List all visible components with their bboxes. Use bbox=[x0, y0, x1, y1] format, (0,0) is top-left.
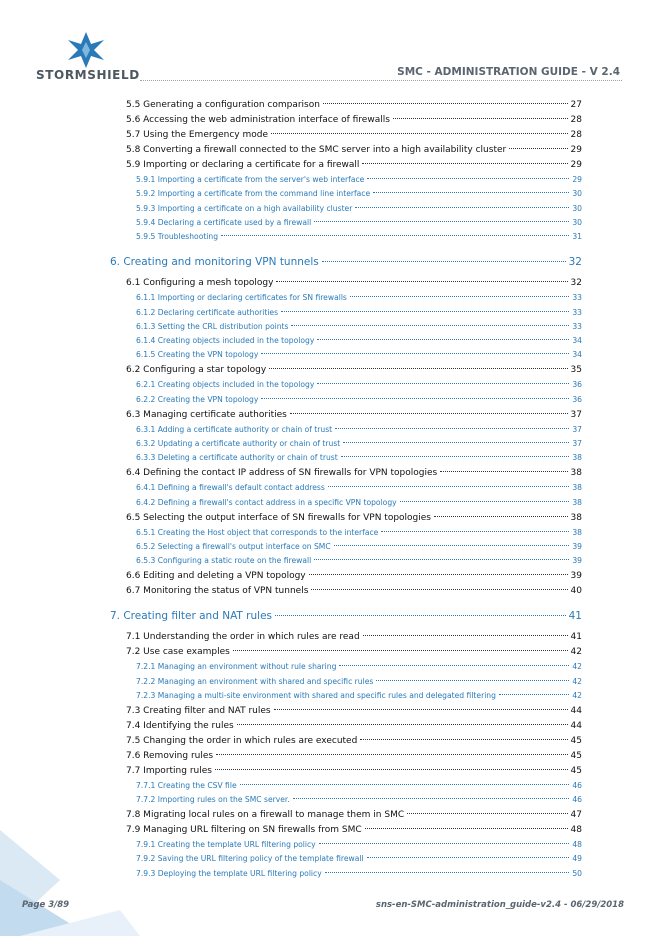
toc-entry[interactable] bbox=[110, 256, 582, 268]
toc-entry-title: 5.9.2 Importing a certificate from the command line interface bbox=[136, 189, 371, 199]
dot-leader bbox=[367, 178, 569, 179]
toc-entry-title: 7.8 Migrating local rules on a firewall to manage them in SMC bbox=[126, 810, 405, 821]
toc-entry[interactable] bbox=[136, 854, 582, 863]
toc-entry[interactable] bbox=[136, 528, 582, 537]
toc-entry-title: 6.1.1 Importing or declaring certificates for SN firewalls bbox=[136, 293, 347, 303]
dot-leader bbox=[269, 368, 567, 369]
toc-entry[interactable] bbox=[136, 781, 582, 790]
toc-entry[interactable] bbox=[126, 810, 582, 820]
dot-leader bbox=[281, 311, 569, 312]
dot-leader bbox=[499, 694, 569, 695]
dot-leader bbox=[261, 398, 569, 399]
dot-leader bbox=[381, 531, 569, 532]
toc-entry-page: 39 bbox=[572, 556, 582, 566]
toc-entry-page: 28 bbox=[570, 115, 582, 125]
toc-entry-title: 6.1.5 Creating the VPN topology bbox=[136, 350, 259, 360]
toc-entry-page: 33 bbox=[572, 321, 582, 331]
toc-entry-title: 5.5 Generating a configuration comparison bbox=[126, 100, 320, 110]
toc-entry-page: 29 bbox=[570, 145, 582, 155]
toc-entry-title: 6.5.3 Configuring a static route on the firewall bbox=[136, 556, 312, 566]
toc-entry-page: 32 bbox=[570, 278, 582, 289]
dot-leader bbox=[319, 843, 570, 844]
toc-entry-title: 6.3.2 Updating a certificate authority or chain of trust bbox=[136, 439, 341, 448]
toc-entry-page: 37 bbox=[572, 439, 582, 448]
toc-entry-page: 37 bbox=[570, 409, 582, 420]
toc-entry-page: 30 bbox=[572, 203, 582, 213]
dot-leader bbox=[311, 589, 567, 590]
toc-entry[interactable] bbox=[136, 308, 582, 317]
toc-entry-title: 5.9 Importing or declaring a certificate for a firewall bbox=[126, 160, 360, 170]
toc-entry-page: 46 bbox=[572, 780, 582, 790]
toc-entry-title: 7.5 Changing the order in which rules are executed bbox=[126, 735, 358, 746]
document-title: SMC - ADMINISTRATION GUIDE - V 2.4 bbox=[393, 66, 620, 78]
toc-entry-page: 31 bbox=[572, 232, 582, 242]
dot-leader bbox=[400, 501, 570, 502]
dot-leader bbox=[362, 163, 567, 164]
toc-entry-page: 39 bbox=[570, 571, 582, 582]
toc-entry[interactable] bbox=[136, 425, 582, 434]
toc-entry-page: 45 bbox=[570, 735, 582, 746]
dot-leader bbox=[440, 471, 567, 472]
toc-entry[interactable] bbox=[126, 586, 582, 596]
toc-entry-page: 39 bbox=[572, 541, 582, 551]
toc-entry-title: 6.2.2 Creating the VPN topology bbox=[136, 394, 259, 404]
toc-entry-title: 6.7 Monitoring the status of VPN tunnels bbox=[126, 586, 309, 597]
toc-entry-title: 5.8 Converting a firewall connected to the SMC server into a high availability cluster bbox=[126, 145, 507, 155]
toc-entry[interactable] bbox=[136, 218, 582, 227]
toc-entry-title: 7. Creating filter and NAT rules bbox=[110, 610, 273, 623]
dot-leader bbox=[328, 486, 570, 487]
dot-leader bbox=[261, 353, 569, 354]
dot-leader bbox=[221, 235, 569, 236]
toc-entry[interactable] bbox=[126, 825, 582, 835]
toc-entry[interactable] bbox=[136, 350, 582, 359]
toc-entry[interactable] bbox=[126, 145, 582, 155]
toc-entry-title: 6.3.1 Adding a certificate authority or chain of trust bbox=[136, 424, 333, 434]
toc-entry-page: 30 bbox=[572, 189, 582, 199]
toc-entry-title: 7.6 Removing rules bbox=[126, 750, 214, 761]
toc-entry[interactable] bbox=[136, 189, 582, 198]
toc-entry-page: 28 bbox=[570, 130, 582, 140]
toc-entry[interactable] bbox=[136, 380, 582, 389]
dot-leader bbox=[365, 828, 568, 829]
toc-entry-title: 6.6 Editing and deleting a VPN topology bbox=[126, 571, 306, 582]
toc-entry-page: 34 bbox=[572, 336, 582, 346]
dot-leader bbox=[373, 192, 569, 193]
toc-entry[interactable] bbox=[136, 175, 582, 184]
toc-entry[interactable] bbox=[126, 766, 582, 776]
toc-entry[interactable] bbox=[136, 869, 582, 878]
toc-entry-title: 7.9.2 Saving the URL filtering policy of the template firewall bbox=[136, 854, 364, 864]
toc-entry-title: 7.3 Creating filter and NAT rules bbox=[126, 705, 271, 716]
toc-entry-page: 49 bbox=[572, 854, 582, 864]
toc-entry-page: 40 bbox=[570, 586, 582, 597]
dot-leader bbox=[363, 635, 568, 636]
toc-entry[interactable] bbox=[126, 513, 582, 523]
dot-leader bbox=[237, 724, 568, 725]
toc-entry-title: 7.2.3 Managing a multi-site environment with shared and specific rules and delegated filtering bbox=[136, 690, 496, 700]
toc-entry-title: 5.9.5 Troubleshooting bbox=[136, 232, 219, 242]
dot-leader bbox=[350, 296, 569, 297]
toc-entry-page: 36 bbox=[572, 394, 582, 404]
dot-leader bbox=[314, 221, 569, 222]
dot-leader bbox=[509, 148, 567, 149]
dot-leader bbox=[323, 103, 568, 104]
dot-leader bbox=[355, 207, 569, 208]
toc-entry[interactable] bbox=[126, 130, 582, 140]
toc-entry[interactable] bbox=[136, 293, 582, 302]
toc-entry-page: 45 bbox=[570, 750, 582, 761]
toc-entry[interactable] bbox=[126, 278, 582, 288]
dot-leader bbox=[325, 872, 570, 873]
toc-entry[interactable] bbox=[136, 483, 582, 492]
toc-entry[interactable] bbox=[126, 365, 582, 375]
toc-entry-page: 32 bbox=[568, 256, 582, 269]
toc-entry[interactable] bbox=[136, 232, 582, 241]
toc-entry-page: 45 bbox=[570, 765, 582, 776]
dot-leader bbox=[240, 784, 570, 785]
toc-entry-page: 38 bbox=[572, 497, 582, 507]
toc-entry-title: 6.5.2 Selecting a firewall's output interface on SMC bbox=[136, 541, 331, 551]
toc-entry-title: 6.1.4 Creating objects included in the topology bbox=[136, 336, 315, 346]
toc-entry[interactable] bbox=[126, 632, 582, 642]
toc-entry-page: 44 bbox=[570, 705, 582, 716]
toc-entry[interactable] bbox=[136, 204, 582, 213]
toc-entry-page: 27 bbox=[570, 100, 582, 110]
toc-entry[interactable] bbox=[136, 498, 582, 507]
dot-leader bbox=[291, 325, 569, 326]
toc-entry-title: 5.6 Accessing the web administration interface of firewalls bbox=[126, 115, 390, 125]
toc-entry-page: 41 bbox=[570, 632, 582, 643]
toc-entry-page: 48 bbox=[572, 840, 582, 850]
toc-entry-title: 7.1 Understanding the order in which rules are read bbox=[126, 632, 360, 643]
toc-entry[interactable] bbox=[126, 115, 582, 125]
dot-leader bbox=[233, 650, 568, 651]
toc-entry[interactable] bbox=[126, 160, 582, 170]
dot-leader bbox=[341, 456, 570, 457]
toc-entry-title: 7.2.2 Managing an environment with shared and specific rules bbox=[136, 676, 374, 686]
dot-leader bbox=[360, 739, 567, 740]
toc-entry-title: 7.2 Use case examples bbox=[126, 647, 230, 658]
page-number: Page 3/89 bbox=[22, 900, 70, 910]
toc-entry-page: 42 bbox=[572, 662, 582, 672]
toc-entry[interactable] bbox=[136, 336, 582, 345]
dot-leader bbox=[293, 798, 570, 799]
toc-entry-title: 7.7.2 Importing rules on the SMC server. bbox=[136, 795, 290, 805]
dot-leader bbox=[276, 281, 567, 282]
toc-entry-page: 41 bbox=[568, 610, 582, 623]
toc-entry-title: 6.3 Managing certificate authorities bbox=[126, 409, 287, 420]
toc-entry[interactable] bbox=[126, 721, 582, 731]
toc-entry-title: 6.2 Configuring a star topology bbox=[126, 365, 267, 376]
dot-leader bbox=[317, 339, 569, 340]
toc-entry[interactable] bbox=[126, 751, 582, 761]
toc-entry[interactable] bbox=[126, 468, 582, 478]
toc-entry-title: 7.2.1 Managing an environment without rule sharing bbox=[136, 662, 337, 672]
toc-entry-title: 6.4 Defining the contact IP address of SN firewalls for VPN topologies bbox=[126, 468, 438, 479]
toc-entry-title: 6.2.1 Creating objects included in the topology bbox=[136, 380, 315, 390]
toc-entry[interactable] bbox=[136, 322, 582, 331]
dot-leader bbox=[393, 118, 568, 119]
toc-entry-page: 42 bbox=[572, 690, 582, 700]
decorative-corner-graphic bbox=[0, 790, 140, 936]
dot-leader bbox=[275, 615, 566, 616]
toc-entry[interactable] bbox=[136, 453, 582, 462]
toc-entry-title: 6.1.3 Setting the CRL distribution points bbox=[136, 321, 289, 331]
toc-entry-title: 6.1 Configuring a mesh topology bbox=[126, 278, 274, 289]
dot-leader bbox=[274, 709, 568, 710]
toc-entry-page: 29 bbox=[570, 160, 582, 170]
toc-entry[interactable] bbox=[136, 691, 582, 700]
toc-entry[interactable] bbox=[136, 542, 582, 551]
dot-leader bbox=[334, 545, 570, 546]
toc-entry-page: 48 bbox=[570, 825, 582, 836]
dot-leader bbox=[271, 133, 568, 134]
toc-entry-title: 6.5 Selecting the output interface of SN firewalls for VPN topologies bbox=[126, 512, 431, 523]
toc-entry[interactable] bbox=[126, 100, 582, 110]
toc-entry-page: 35 bbox=[570, 365, 582, 376]
stormshield-logo-icon bbox=[64, 30, 108, 70]
toc-entry-page: 37 bbox=[572, 424, 582, 434]
toc-entry-title: 5.9.1 Importing a certificate from the server's web interface bbox=[136, 175, 365, 184]
toc-entry-page: 38 bbox=[570, 512, 582, 523]
toc-entry[interactable] bbox=[126, 410, 582, 420]
document-reference: sns-en-SMC-administration_guide-v2.4 - 06/29/2018 bbox=[375, 900, 624, 910]
toc-entry-page: 38 bbox=[572, 453, 582, 463]
toc-entry-title: 5.7 Using the Emergency mode bbox=[126, 130, 269, 140]
toc-entry-page: 38 bbox=[572, 483, 582, 493]
toc-entry-page: 46 bbox=[572, 795, 582, 805]
toc-entry-page: 44 bbox=[570, 720, 582, 731]
dot-leader bbox=[339, 665, 569, 666]
toc-entry-title: 6.1.2 Declaring certificate authorities bbox=[136, 307, 279, 317]
toc-entry-page: 38 bbox=[572, 527, 582, 537]
toc-entry-title: 6.5.1 Creating the Host object that corresponds to the interface bbox=[136, 527, 379, 537]
toc-entry-page: 38 bbox=[570, 468, 582, 479]
toc-entry-page: 34 bbox=[572, 350, 582, 360]
toc-entry[interactable] bbox=[126, 736, 582, 746]
toc-entry-title: 6.3.3 Deleting a certificate authority or chain of trust bbox=[136, 453, 338, 463]
dot-leader bbox=[343, 442, 569, 443]
page-header bbox=[0, 0, 662, 90]
header-divider bbox=[140, 80, 622, 81]
dot-leader bbox=[322, 261, 566, 262]
toc-entry-page: 42 bbox=[570, 647, 582, 658]
toc-entry[interactable] bbox=[126, 706, 582, 716]
toc-entry-title: 7.9.3 Deploying the template URL filtering policy bbox=[136, 868, 322, 878]
toc-entry-title: 5.9.3 Importing a certificate on a high availability cluster bbox=[136, 203, 353, 213]
toc-entry-title: 6.4.1 Defining a firewall's default contact address bbox=[136, 483, 325, 493]
toc-entry-page: 36 bbox=[572, 380, 582, 390]
dot-leader bbox=[215, 769, 568, 770]
toc-entry[interactable] bbox=[136, 395, 582, 404]
toc-entry-title: 5.9.4 Declaring a certificate used by a firewall bbox=[136, 217, 312, 227]
toc-entry-title: 7.7.1 Creating the CSV file bbox=[136, 780, 237, 790]
dot-leader bbox=[290, 413, 568, 414]
dot-leader bbox=[335, 428, 569, 429]
toc-entry-title: 7.7 Importing rules bbox=[126, 765, 212, 776]
toc-entry[interactable] bbox=[136, 795, 582, 804]
toc-entry[interactable] bbox=[136, 662, 582, 671]
dot-leader bbox=[367, 857, 570, 858]
toc-entry-page: 47 bbox=[570, 810, 582, 821]
toc-entry[interactable] bbox=[126, 647, 582, 657]
toc-entry-title: 7.9.1 Creating the template URL filtering policy bbox=[136, 840, 316, 850]
toc-entry[interactable] bbox=[136, 840, 582, 849]
toc-entry[interactable] bbox=[126, 571, 582, 581]
dot-leader bbox=[434, 516, 568, 517]
toc-entry-page: 30 bbox=[572, 217, 582, 227]
toc-entry[interactable] bbox=[136, 677, 582, 686]
dot-leader bbox=[309, 574, 568, 575]
toc-entry-page: 33 bbox=[572, 293, 582, 303]
dot-leader bbox=[216, 754, 567, 755]
toc-entry-title: 7.4 Identifying the rules bbox=[126, 720, 234, 731]
toc-entry[interactable] bbox=[136, 439, 582, 448]
toc-entry[interactable] bbox=[136, 556, 582, 565]
toc-entry-page: 33 bbox=[572, 307, 582, 317]
toc-entry[interactable] bbox=[110, 610, 582, 622]
dot-leader bbox=[314, 559, 569, 560]
brand-name: STORMSHIELD bbox=[36, 68, 140, 82]
toc-entry-title: 7.9 Managing URL filtering on SN firewalls from SMC bbox=[126, 825, 362, 836]
toc-entry-page: 50 bbox=[572, 868, 582, 878]
toc-entry-page: 42 bbox=[572, 676, 582, 686]
dot-leader bbox=[317, 383, 569, 384]
dot-leader bbox=[376, 680, 569, 681]
toc-entry-title: 6. Creating and monitoring VPN tunnels bbox=[110, 256, 319, 269]
toc-entry-title: 6.4.2 Defining a firewall's contact address in a specific VPN topology bbox=[136, 497, 397, 507]
dot-leader bbox=[407, 813, 567, 814]
toc-entry-page: 29 bbox=[572, 175, 582, 184]
